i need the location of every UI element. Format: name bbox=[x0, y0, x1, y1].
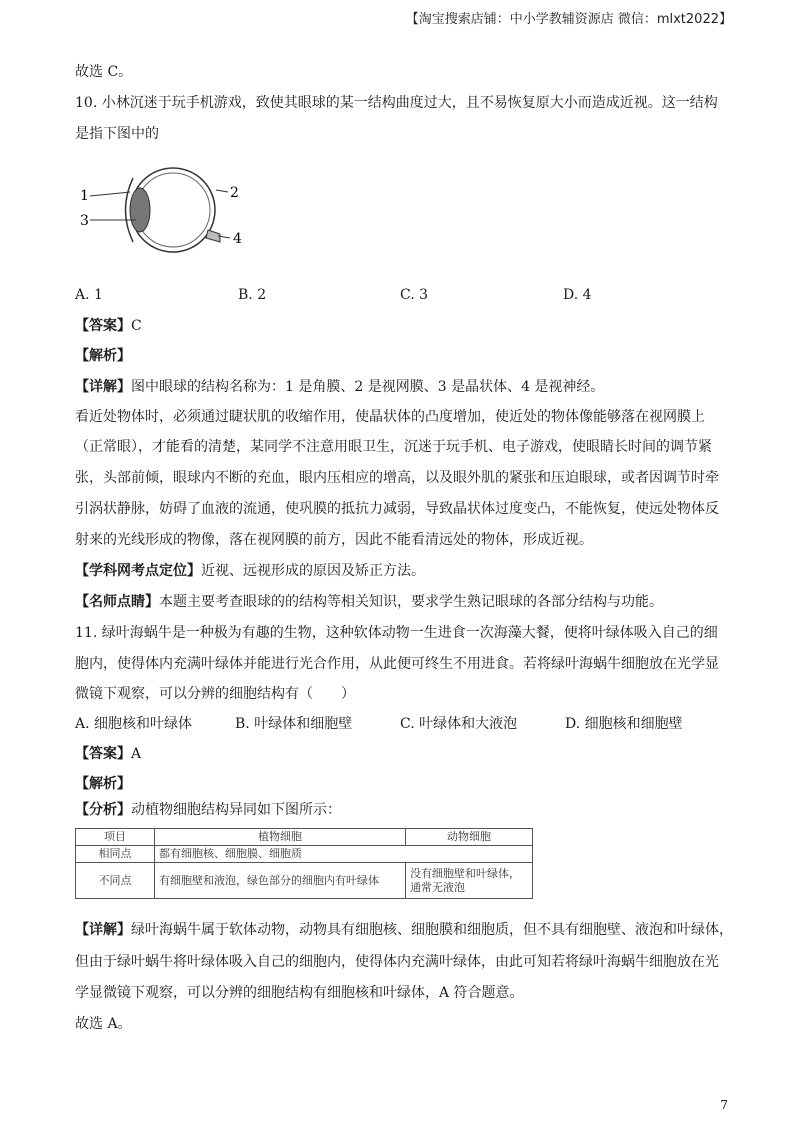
detail-line: 看近处物体时，必须通过睫状肌的收缩作用，使晶状体的凸度增加，使近处的物体像能够落在视网膜上 bbox=[75, 409, 705, 425]
knowledge-point: 【学科网考点定位】近视、远视形成的原因及矫正方法。 bbox=[75, 563, 425, 579]
detail-line: （正常眼），才能看的清楚，某同学不注意用眼卫生，沉迷于玩手机、电子游戏，使眼睛长时间的调节紧 bbox=[75, 439, 712, 455]
eye-label-2: 2 bbox=[230, 185, 239, 201]
analysis-heading: 【解析】 bbox=[75, 776, 131, 792]
option-d: D. 4 bbox=[563, 287, 592, 303]
option-a: A. 1 bbox=[75, 287, 103, 303]
table-header-cell: 植物细胞 bbox=[155, 829, 406, 846]
table-row-label: 不同点 bbox=[76, 863, 155, 899]
detail-line: 但由于绿叶蜗牛将叶绿体吸入自己的细胞内，使得体内充满叶绿体，由此可知若将绿叶海蜗牛细胞放在光 bbox=[75, 954, 719, 970]
answer-tag: 【答案】 bbox=[75, 318, 131, 334]
answer-11: 【答案】A bbox=[75, 746, 142, 762]
page-header: 【淘宝搜索店铺：中小学教辅资源店 微信：mlxt2022】 bbox=[405, 12, 732, 27]
question-11-text: 微镜下观察，可以分辨的细胞结构有（ ） bbox=[75, 686, 355, 702]
option-a: A. 细胞核和叶绿体 bbox=[75, 716, 193, 732]
option-d: D. 细胞核和细胞壁 bbox=[565, 716, 683, 732]
option-c: C. 3 bbox=[400, 287, 429, 303]
cell-comparison-table bbox=[75, 828, 533, 899]
eye-label-3: 3 bbox=[80, 213, 89, 229]
question-11-text: 胞内，使得体内充满叶绿体并能进行光合作用，从此便可终生不用进食。若将绿叶海蜗牛细胞放在光学显 bbox=[75, 656, 719, 672]
option-c: C. 叶绿体和大液泡 bbox=[400, 716, 518, 732]
detail-line: 射来的光线形成的物像，落在视网膜的前方，因此不能看清远处的物体，形成近视。 bbox=[75, 532, 593, 548]
page-number: 7 bbox=[720, 1098, 728, 1112]
detail-line: 【详解】绿叶海蜗牛属于软体动物，动物具有细胞核、细胞膜和细胞质，但不具有细胞壁、液泡和叶绿体， bbox=[75, 922, 733, 938]
detail-line: 引涡状静脉，妨碍了血液的流通，使巩膜的抵抗力减弱，导致晶状体过度变凸，不能恢复，使远处物体反 bbox=[75, 501, 719, 517]
analysis-heading: 【解析】 bbox=[75, 348, 131, 364]
detail-line: 学显微镜下观察，可以分辨的细胞结构有细胞核和叶绿体，A 符合题意。 bbox=[75, 985, 524, 1001]
option-b: B. 叶绿体和细胞壁 bbox=[235, 716, 353, 732]
table-header-cell: 动物细胞 bbox=[406, 829, 533, 846]
detail-line: 张，头部前倾，眼球内不断的充血，眼内压相应的增高，以及眼外肌的紧张和压迫眼球，或者因调节时牵 bbox=[75, 470, 719, 486]
table-cell: 有细胞壁和液泡，绿色部分的细胞内有叶绿体 bbox=[155, 863, 406, 899]
text-line: 故选 C。 bbox=[75, 64, 133, 80]
eyeball-diagram bbox=[78, 158, 248, 258]
teacher-note: 【名师点睛】本题主要考查眼球的的结构等相关知识，要求学生熟记眼球的各部分结构与功能。 bbox=[75, 594, 663, 610]
question-11-text: 11. 绿叶海蜗牛是一种极为有趣的生物，这种软体动物一生进食一次海藻大餐，便将叶绿体吸入自己的细 bbox=[75, 625, 718, 641]
eye-label-4: 4 bbox=[233, 231, 242, 247]
table-row-label: 相同点 bbox=[76, 846, 155, 863]
question-10-text: 10. 小林沉迷于玩手机游戏，致使其眼球的某一结构曲度过大，且不易恢复原大小而造成近视。这一结构 bbox=[75, 95, 718, 111]
option-b: B. 2 bbox=[238, 287, 267, 303]
table-cell: 都有细胞核、细胞膜、细胞质 bbox=[155, 846, 533, 863]
answer-10: 【答案】C bbox=[75, 318, 142, 334]
text-line: 故选 A。 bbox=[75, 1016, 132, 1032]
eye-label-1: 1 bbox=[80, 188, 89, 204]
analysis-line: 【分析】动植物细胞结构异同如下图所示： bbox=[75, 802, 341, 818]
detail-line: 【详解】图中眼球的结构名称为：1 是角膜、2 是视网膜、3 是晶状体、4 是视神经。 bbox=[75, 379, 605, 395]
question-10-text: 是指下图中的 bbox=[75, 126, 159, 142]
table-header-cell: 项目 bbox=[76, 829, 155, 846]
table-cell: 没有细胞壁和叶绿体，通常无液泡 bbox=[406, 863, 533, 899]
